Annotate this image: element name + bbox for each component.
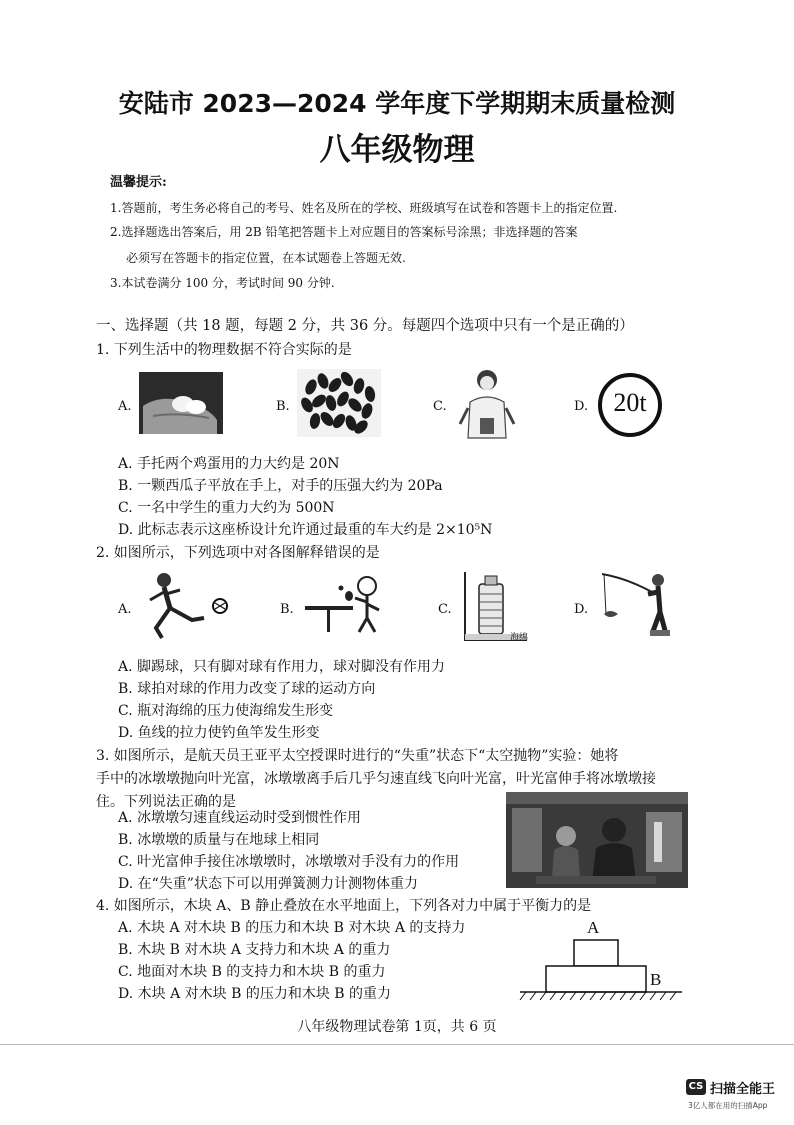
answer-option: B. 冰墩墩的质量与在地球上相同	[118, 832, 320, 848]
answer-option: D. 此标志表示这座桥设计允许通过最重的车大约是 2×10⁵N	[118, 522, 493, 538]
sign-text: 20t	[613, 388, 647, 417]
image-option-letter: D.	[574, 399, 589, 414]
notice-item: 必须写在答题卡的指定位置，在本试题卷上答题无效.	[126, 251, 406, 265]
eggs-in-hand-image	[139, 372, 223, 434]
question-stem: 3. 如图所示，是航天员王亚平太空授课时进行的“失重”状态下“太空抛物”实验：她将	[96, 748, 619, 764]
fishing-image	[596, 570, 680, 642]
kicking-ball-image	[142, 570, 238, 642]
section-heading: 一、选择题（共 18 题，每题 2 分，共 36 分。每题四个选项中只有一个是正确的）	[96, 318, 634, 334]
footer-divider	[0, 1044, 794, 1045]
melon-seeds-image	[297, 369, 381, 437]
answer-option: B. 木块 B 对木块 A 支持力和木块 A 的重力	[118, 942, 391, 958]
question-stem: 住。下列说法正确的是	[96, 794, 236, 810]
answer-option: A. 手托两个鸡蛋用的力大约是 20N	[118, 456, 340, 472]
notice-item: 1.答题前，考生务必将自己的考号、姓名及所在的学校、班级填写在试卷和答题卡上的指定位置.	[110, 201, 618, 215]
question-stem: 1. 下列生活中的物理数据不符合实际的是	[96, 342, 352, 358]
notice-heading: 温馨提示:	[110, 175, 167, 190]
image-option-letter: D.	[574, 602, 589, 617]
image-option-letter: C.	[433, 399, 447, 414]
exam-subtitle: 八年级物理	[319, 132, 475, 168]
student-image	[456, 364, 518, 440]
image-option-letter: A.	[118, 399, 132, 414]
answer-option: C. 叶光富伸手接住冰墩墩时，冰墩墩对手没有力的作用	[118, 854, 460, 870]
answer-option: C. 一名中学生的重力大约为 500N	[118, 500, 335, 516]
image-option-letter: A.	[118, 602, 132, 617]
block-b-label: B	[650, 970, 662, 989]
exam-title: 安陆市 2023—2024 学年度下学期期末质量检测	[118, 89, 676, 118]
notice-item: 2.选择题选出答案后，用 2B 铅笔把答题卡上对应题目的答案标号涂黑；非选择题的答案	[110, 225, 578, 239]
answer-option: D. 鱼线的拉力使钓鱼竿发生形变	[118, 725, 320, 741]
image-option-letter: B.	[276, 399, 290, 414]
question-stem: 2. 如图所示，下列选项中对各图解释错误的是	[96, 545, 380, 561]
image-option-letter: B.	[280, 602, 294, 617]
table-tennis-image	[303, 574, 387, 636]
answer-option: B. 球拍对球的作用力改变了球的运动方向	[118, 681, 376, 697]
page-footer: 八年级物理试卷第 1页，共 6 页	[297, 1019, 497, 1035]
watermark-brand: 扫描全能王	[710, 1082, 776, 1097]
answer-option: A. 脚踢球，只有脚对球有作用力，球对脚没有作用力	[118, 659, 446, 675]
answer-option: D. 木块 A 对木块 B 的压力和木块 B 的重力	[118, 986, 392, 1002]
question-stem: 手中的冰墩墩抛向叶光富，冰墩墩离手后几乎匀速直线飞向叶光富，叶光富伸手将冰墩墩接	[96, 771, 656, 787]
camscanner-logo-icon: CS	[686, 1079, 706, 1095]
answer-option: C. 瓶对海绵的压力使海绵发生形变	[118, 703, 334, 719]
question-stem: 4. 如图所示，木块 A、B 静止叠放在水平地面上，下列各对力中属于平衡力的是	[96, 898, 592, 914]
answer-option: C. 地面对木块 B 的支持力和木块 B 的重力	[118, 964, 386, 980]
sponge-label: 海绵	[510, 633, 529, 643]
answer-option: B. 一颗西瓜子平放在手上，对手的压强大约为 20Pa	[118, 478, 443, 494]
answer-option: A. 冰墩墩匀速直线运动时受到惯性作用	[118, 810, 362, 826]
answer-option: D. 在“失重”状态下可以用弹簧测力计测物体重力	[118, 876, 418, 892]
watermark-tagline: 3亿人都在用的扫描App	[688, 1101, 768, 1110]
space-station-photo	[506, 792, 688, 888]
answer-option: A. 木块 A 对木块 B 的压力和木块 B 对木块 A 的支持力	[118, 920, 466, 936]
block-a-label: A	[587, 918, 600, 937]
image-option-letter: C.	[438, 602, 452, 617]
notice-item: 3.本试卷满分 100 分，考试时间 90 分钟.	[110, 276, 335, 290]
